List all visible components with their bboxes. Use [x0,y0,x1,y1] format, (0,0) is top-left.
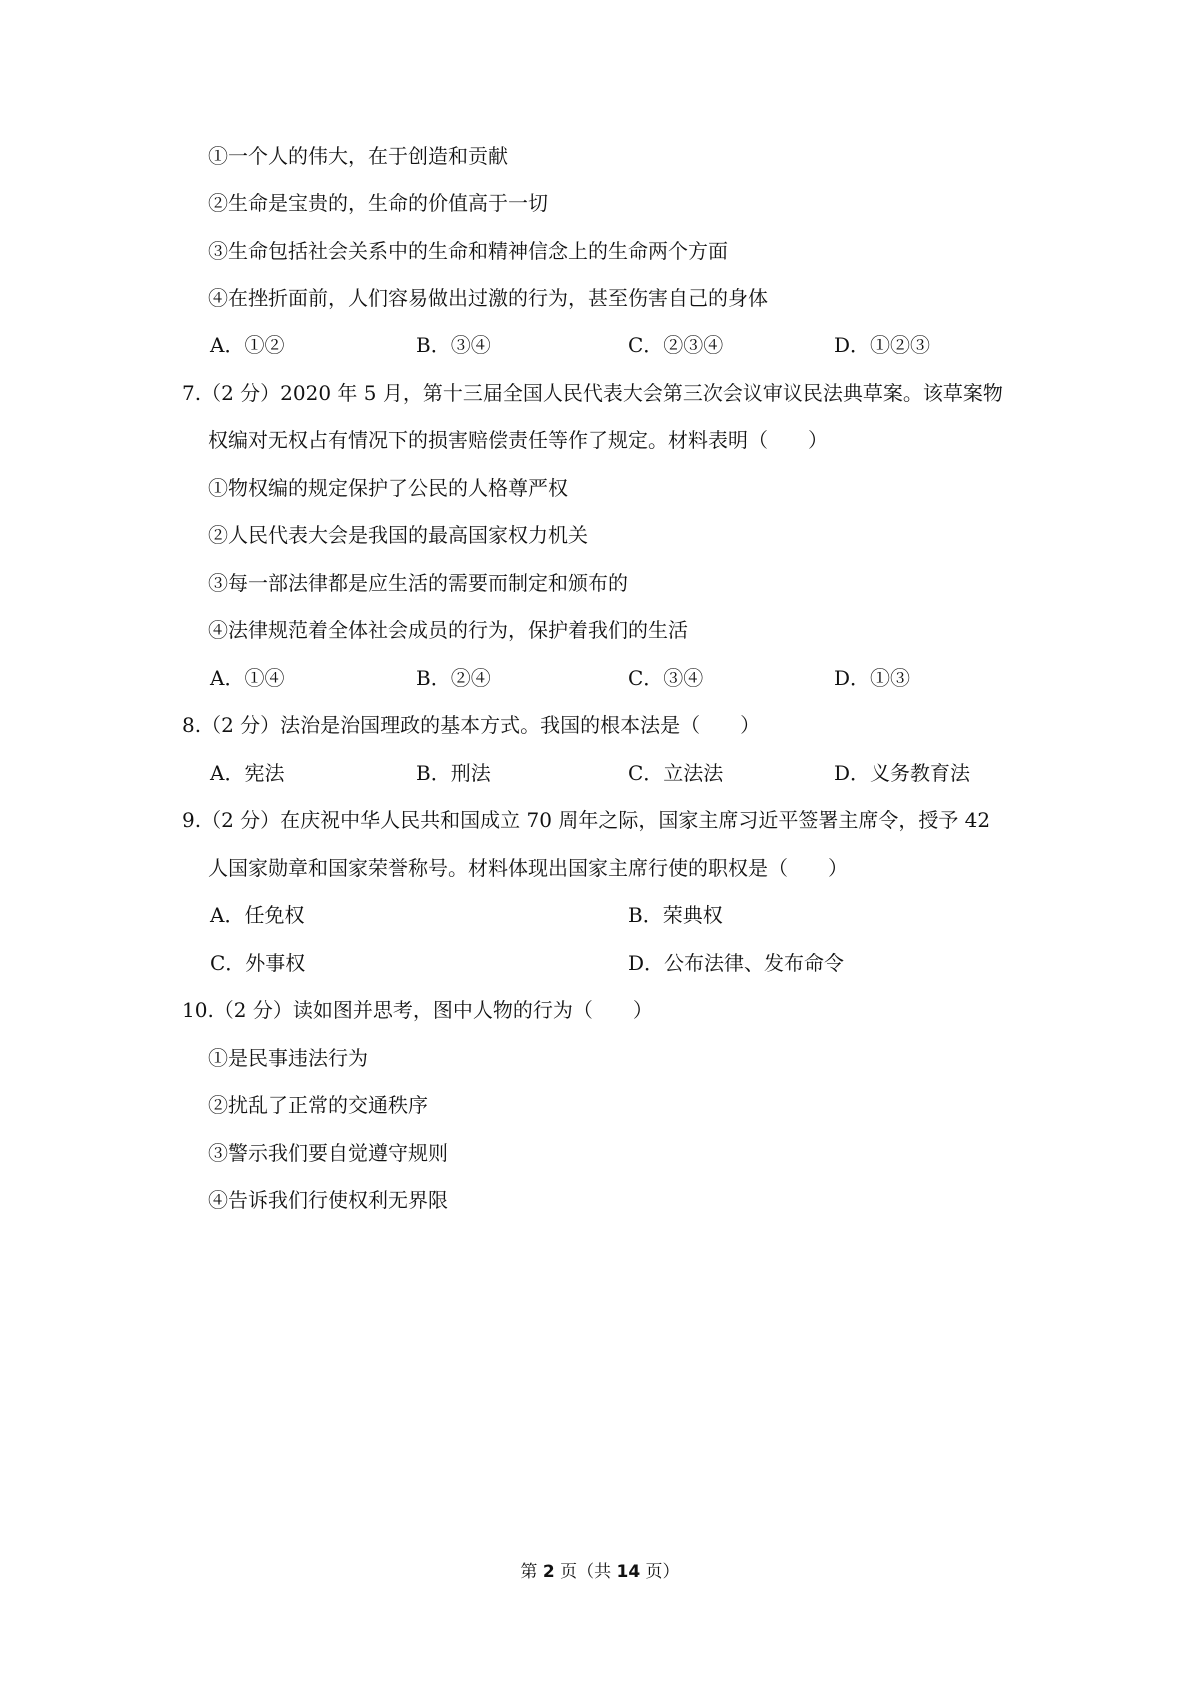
q7-option-c: C．③④ [628,666,704,690]
q8-option-b: B．刑法 [416,761,491,785]
q7-option-a: A．①④ [210,666,285,690]
q6-option-b: B．③④ [416,333,491,357]
footer-page-number: 2 [542,1562,555,1582]
q9-option-b: B．荣典权 [628,903,723,927]
footer-suffix: 页） [640,1562,680,1582]
q8-option-d: D．义务教育法 [834,761,971,785]
q9-option-d: D．公布法律、发布命令 [628,951,845,975]
q10-statement-3: ③警示我们要自觉遵守规则 [208,1141,448,1165]
q9-option-a: A．任免权 [210,903,305,927]
q9-text-line2: 人国家勋章和国家荣誉称号。材料体现出国家主席行使的职权是（ ） [208,856,848,880]
q7-option-d: D．①③ [834,666,911,690]
q7-statement-3: ③每一部法律都是应生活的需要而制定和颁布的 [208,571,628,595]
q10-text: 10.（2 分）读如图并思考，图中人物的行为（ ） [182,998,653,1022]
q7-statement-4: ④法律规范着全体社会成员的行为，保护着我们的生活 [208,618,688,642]
footer-middle: 页（共 [554,1562,617,1582]
q7-option-b: B．②④ [416,666,491,690]
footer-prefix: 第 [520,1562,543,1582]
q7-statement-2: ②人民代表大会是我国的最高国家权力机关 [208,523,588,547]
q6-option-c: C．②③④ [628,333,724,357]
q8-option-c: C．立法法 [628,761,724,785]
q6-statement-2: ②生命是宝贵的，生命的价值高于一切 [208,191,548,215]
q7-text-line2: 权编对无权占有情况下的损害赔偿责任等作了规定。材料表明（ ） [208,428,828,452]
q7-statement-1: ①物权编的规定保护了公民的人格尊严权 [208,476,568,500]
q10-statement-4: ④告诉我们行使权利无界限 [208,1188,448,1212]
q6-statement-1: ①一个人的伟大，在于创造和贡献 [208,144,508,168]
q8-option-a: A．宪法 [210,761,285,785]
q7-text-line1: 7.（2 分）2020 年 5 月，第十三届全国人民代表大会第三次会议审议民法典草案。该草案物 [182,381,1003,405]
q10-statement-1: ①是民事违法行为 [208,1046,368,1070]
footer-total-pages: 14 [616,1562,641,1582]
q6-option-d: D．①②③ [834,333,931,357]
q10-statement-2: ②扰乱了正常的交通秩序 [208,1093,428,1117]
q6-statement-3: ③生命包括社会关系中的生命和精神信念上的生命两个方面 [208,239,728,263]
q9-text-line1: 9.（2 分）在庆祝中华人民共和国成立 70 周年之际，国家主席习近平签署主席令，授予 42 [182,808,991,832]
q6-option-a: A．①② [210,333,285,357]
q9-option-c: C．外事权 [210,951,306,975]
q8-text: 8.（2 分）法治是治国理政的基本方式。我国的根本法是（ ） [182,713,761,737]
page-footer [0,1560,1200,1584]
q6-statement-4: ④在挫折面前，人们容易做出过激的行为，甚至伤害自己的身体 [208,286,768,310]
